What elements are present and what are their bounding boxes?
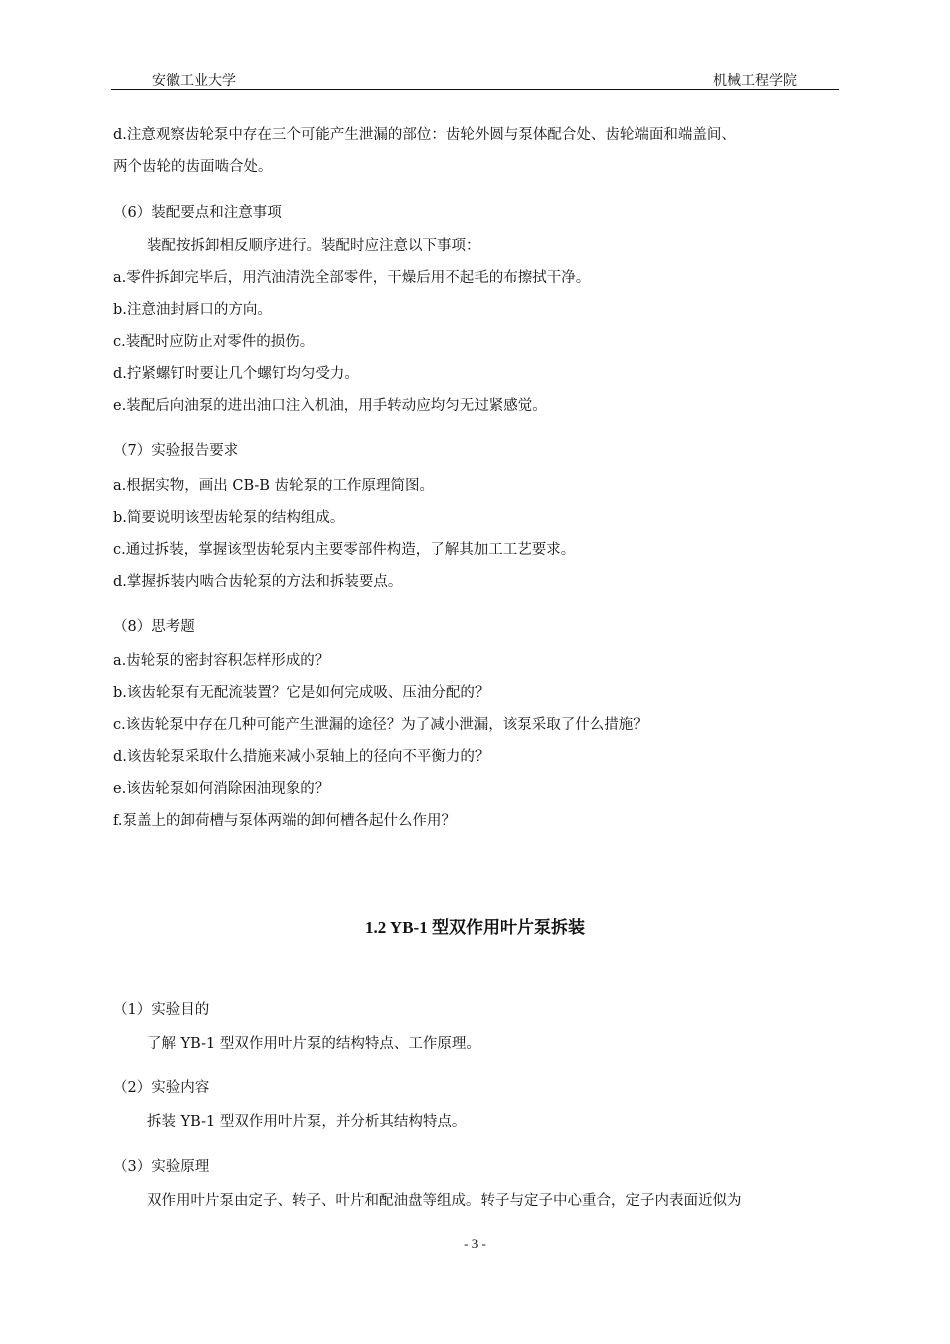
body-line: a.零件拆卸完毕后，用汽油清洗全部零件，干燥后用不起毛的布擦拭干净。	[113, 270, 591, 286]
body-line: a.根据实物，画出 CB-B 齿轮泵的工作原理简图。	[113, 478, 435, 494]
body-line: f.泵盖上的卸荷槽与泵体两端的卸何槽各起什么作用？	[113, 813, 456, 829]
subheading-2: （2）实验内容	[113, 1080, 210, 1096]
header-right-college: 机械工程学院	[713, 73, 797, 89]
body-line: d.拧紧螺钉时要让几个螺钉均匀受力。	[113, 366, 359, 382]
body-line: e.装配后向油泵的进出油口注入机油，用手转动应均匀无过紧感觉。	[113, 398, 547, 414]
body-line: d.掌握拆装内啮合齿轮泵的方法和拆装要点。	[113, 574, 403, 590]
section-title: 1.2 YB-1 型双作用叶片泵拆装	[365, 918, 585, 937]
body-line: 了解 YB-1 型双作用叶片泵的结构特点、工作原理。	[147, 1036, 481, 1052]
body-line: b.注意油封唇口的方向。	[113, 302, 272, 318]
subheading-8: （8）思考题	[113, 619, 195, 635]
body-line: e.该齿轮泵如何消除困油现象的？	[113, 781, 330, 797]
header-left-university: 安徽工业大学	[152, 73, 236, 89]
subheading-7: （7）实验报告要求	[113, 443, 239, 459]
body-line: 装配按拆卸相反顺序进行。装配时应注意以下事项：	[147, 238, 481, 254]
body-line: a.齿轮泵的密封容积怎样形成的？	[113, 653, 330, 669]
body-line: c.该齿轮泵中存在几种可能产生泄漏的途径？为了减小泄漏，该泵采取了什么措施？	[113, 717, 648, 733]
header-divider	[111, 89, 839, 90]
body-line: d.注意观察齿轮泵中存在三个可能产生泄漏的部位：齿轮外圆与泵体配合处、齿轮端面和端盖间、	[113, 127, 736, 143]
body-line: 两个齿轮的齿面啮合处。	[113, 159, 273, 175]
page-number: - 3 -	[464, 1236, 486, 1251]
body-line: c.装配时应防止对零件的损伤。	[113, 334, 315, 350]
subheading-1: （1）实验目的	[113, 1002, 210, 1018]
body-line: b.简要说明该型齿轮泵的结构组成。	[113, 510, 345, 526]
body-line: 拆装 YB-1 型双作用叶片泵，并分析其结构特点。	[147, 1114, 467, 1130]
body-line: d.该齿轮泵采取什么措施来减小泵轴上的径向不平衡力的？	[113, 749, 490, 765]
subheading-6: （6）装配要点和注意事项	[113, 205, 282, 221]
body-line: 双作用叶片泵由定子、转子、叶片和配油盘等组成。转子与定子中心重合，定子内表面近似为	[147, 1193, 742, 1209]
body-line: c.通过拆装，掌握该型齿轮泵内主要零部件构造，了解其加工工艺要求。	[113, 542, 576, 558]
subheading-3: （3）实验原理	[113, 1159, 210, 1175]
body-line: b.该齿轮泵有无配流装置？它是如何完成吸、压油分配的？	[113, 685, 490, 701]
